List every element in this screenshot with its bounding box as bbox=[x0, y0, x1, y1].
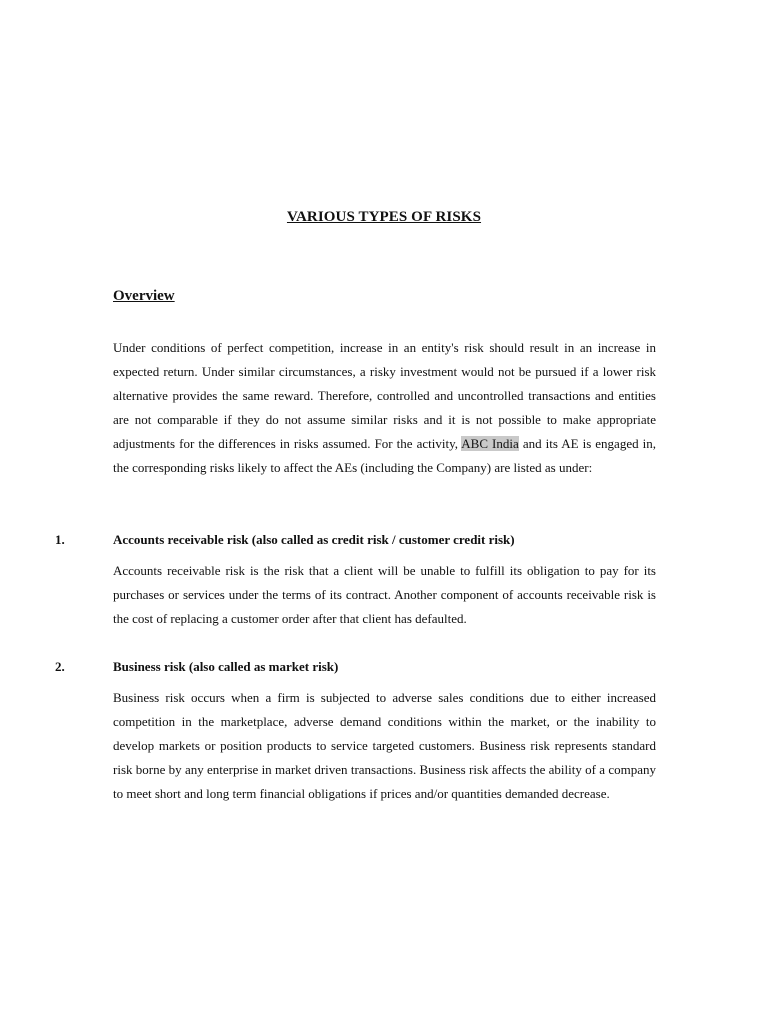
item-paragraph-accounts-receivable-risk: Accounts receivable risk is the risk that a client will be unable to fulfill its obligation to pay for its purchases or services under the terms of its contract. Another component of accounts receivable risk is the cost of replacing a customer order after that client has defaulted. bbox=[113, 563, 656, 626]
item-number-1: 1. bbox=[55, 532, 65, 547]
item-heading-accounts-receivable-risk: Accounts receivable risk (also called as credit risk / customer credit risk) bbox=[113, 532, 515, 547]
overview-heading: Overview bbox=[113, 288, 175, 304]
overview-text-part-2: and its AE is engaged in, the corresponding risks likely to affect the AEs (including the Company) are listed as under: bbox=[113, 436, 656, 475]
highlighted-company-name: ABC India bbox=[461, 436, 519, 451]
item-heading-business-risk: Business risk (also called as market risk) bbox=[113, 659, 339, 674]
overview-text-part-1: Under conditions of perfect competition, increase in an entity's risk should result in an increase in expected return. Under similar circumstances, a risky investment would not be pursued if a lower risk alternative provides the same reward. Therefore, controlled and uncontrolled transactions and entities are not comparable if they do not assume similar risks and it is not possible to make appropriate adjustments for the differences in risks assumed. For the activity, bbox=[113, 340, 656, 451]
document-title: VARIOUS TYPES OF RISKS bbox=[286, 209, 482, 225]
overview-paragraph bbox=[113, 336, 656, 480]
item-paragraph-business-risk: Business risk occurs when a firm is subjected to adverse sales conditions due to either increased competition in the marketplace, adverse demand conditions within the market, or the inability to develop markets or position products to service targeted customers. Business risk represents standard risk borne by any enterprise in market driven transactions. Business risk affects the ability of a company to meet short and long term financial obligations if prices and/or quantities demanded decrease. bbox=[113, 690, 656, 801]
item-number-2: 2. bbox=[55, 659, 65, 674]
